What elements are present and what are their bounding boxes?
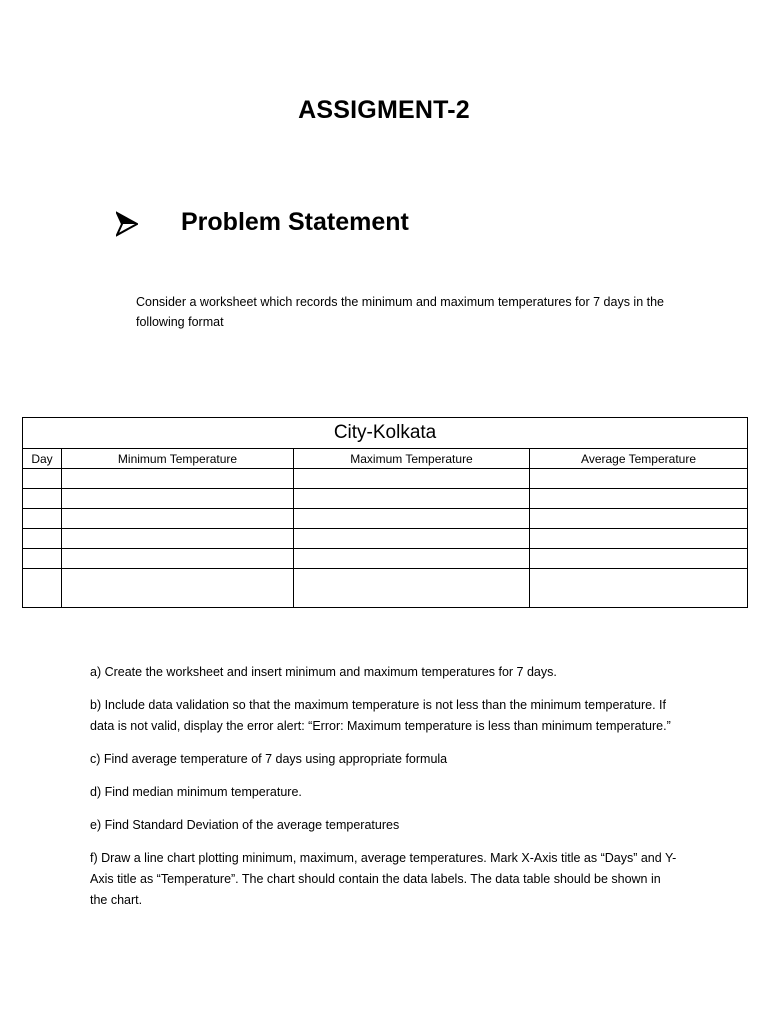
table-cell: [62, 529, 294, 549]
document-title: ASSIGMENT-2: [298, 96, 470, 124]
table-cell: [62, 489, 294, 509]
table-cell: [23, 509, 62, 529]
table-cell: [62, 549, 294, 569]
table-cell: [294, 549, 530, 569]
task-item-a: a) Create the worksheet and insert minimum and maximum temperatures for 7 days.: [90, 665, 557, 679]
table-cell: [294, 489, 530, 509]
table-row: [23, 549, 748, 569]
table-cell: [23, 489, 62, 509]
table-cell: [530, 509, 748, 529]
col-header-max-temp: Maximum Temperature: [294, 449, 530, 469]
table-cell: [23, 569, 62, 608]
arrowhead-bullet-icon: [116, 211, 138, 237]
task-item-e: e) Find Standard Deviation of the average temperatures: [90, 818, 400, 832]
table-cell: [530, 469, 748, 489]
col-header-day: Day: [23, 449, 62, 469]
table-cell: [530, 529, 748, 549]
task-item-b: b) Include data validation so that the maximum temperature is not less than the minimum temperature. If data is not valid, display the error alert: “Error: Maximum temperature is less than minimum temperature.”: [90, 698, 671, 733]
temperature-worksheet-table: [22, 417, 748, 608]
table-cell: [530, 489, 748, 509]
table-cell: [294, 569, 530, 608]
table-cell: [294, 529, 530, 549]
task-item-c: c) Find average temperature of 7 days using appropriate formula: [90, 752, 448, 766]
task-item-f: f) Draw a line chart plotting minimum, maximum, average temperatures. Mark X-Axis title as “Days” and Y-Axis title as “Temperature”. The chart should contain the data labels. The data table should be shown in the chart.: [90, 851, 677, 907]
task-list: [90, 662, 680, 923]
table-cell: [62, 509, 294, 529]
city-header: City-Kolkata: [23, 418, 748, 449]
table-row: [23, 489, 748, 509]
table-cell: [294, 469, 530, 489]
table-cell: [23, 469, 62, 489]
table-row: [23, 469, 748, 489]
table-cell: [62, 469, 294, 489]
table-row: [23, 509, 748, 529]
table-cell: [23, 529, 62, 549]
col-header-min-temp: Minimum Temperature: [62, 449, 294, 469]
table-cell: [62, 569, 294, 608]
table-row: [23, 529, 748, 549]
table-cell: [23, 549, 62, 569]
section-heading: Problem Statement: [181, 208, 409, 236]
table-row: [23, 569, 748, 608]
task-item-d: d) Find median minimum temperature.: [90, 785, 302, 799]
table-cell: [294, 509, 530, 529]
table-cell: [530, 569, 748, 608]
intro-paragraph: Consider a worksheet which records the minimum and maximum temperatures for 7 days in the following format: [136, 295, 664, 329]
col-header-avg-temp: Average Temperature: [530, 449, 748, 469]
table-cell: [530, 549, 748, 569]
